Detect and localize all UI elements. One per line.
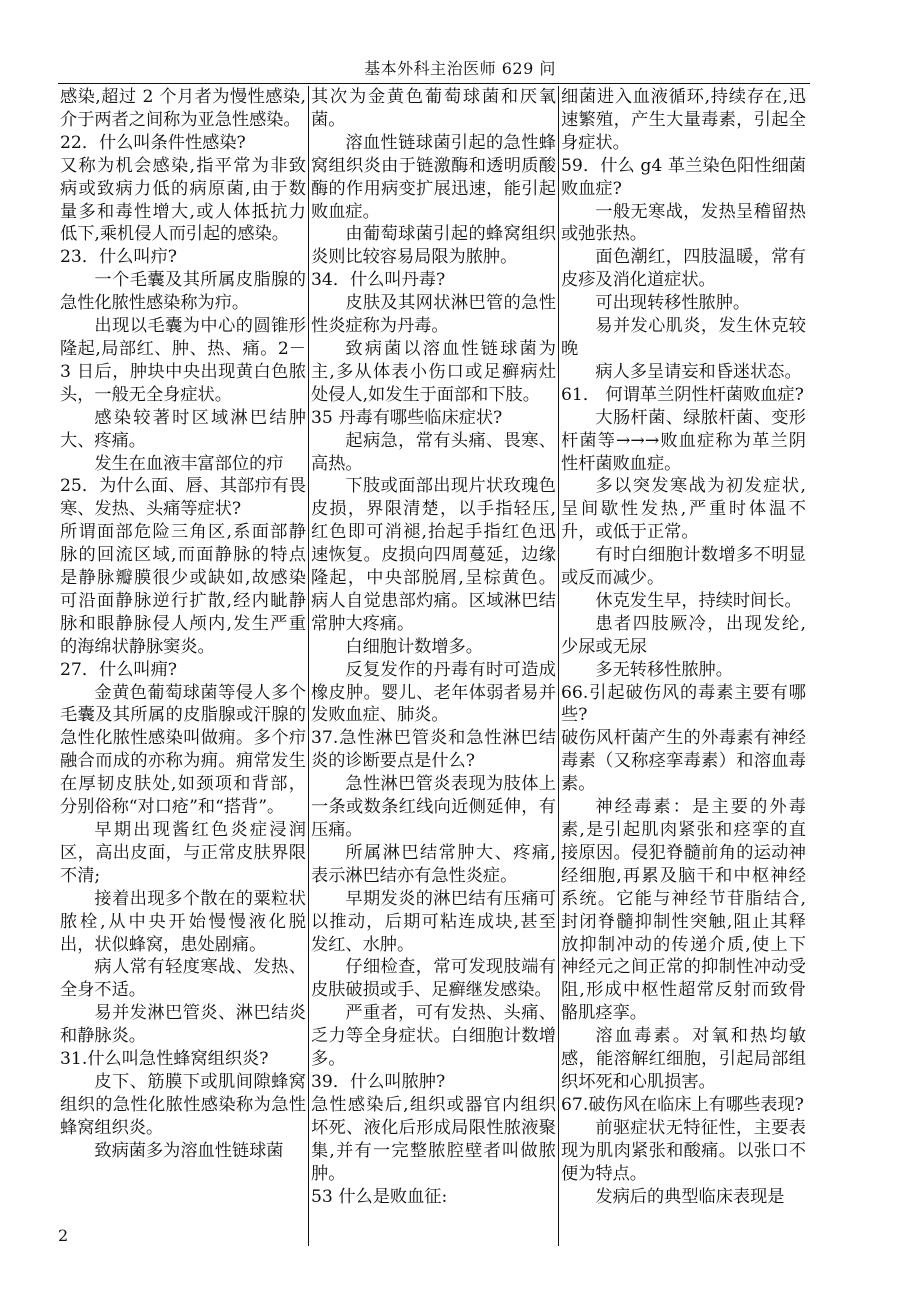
paragraph: 37.急性淋巴管炎和急性淋巴结炎的诊断要点是什么?	[311, 728, 556, 772]
paragraph: 31.什么叫急性蜂窝组织炎?	[60, 1049, 269, 1070]
column-left	[58, 86, 308, 1246]
paragraph: 所属淋巴结常肿大、疼痛,表示淋巴结亦有急性炎症。	[311, 842, 556, 886]
paragraph: 皮下、筋膜下或肌间隙蜂窝组织的急性化脓性感染称为急性蜂窝组织炎。	[60, 1071, 306, 1138]
paragraph: 53 什么是败血征:	[311, 1186, 448, 1207]
paragraph: 面色潮红，四肢温暖，常有皮疹及消化道症状。	[561, 247, 806, 291]
paragraph: 一般无寒战，发热呈稽留热或弛张热。	[561, 201, 806, 245]
paragraph: 早期出现酱红色炎症浸润区，高出皮面，与正常皮肤界限不清;	[60, 820, 306, 886]
paragraph: 溶血毒素。对氧和热均敏感，能溶解红细胞，引起局部组织坏死和心肌损害。	[561, 1026, 806, 1092]
paragraph: 27．什么叫痈?	[60, 659, 178, 680]
paragraph: 致病菌以溶血性链球菌为主,多从体表小伤口或足癣病灶处侵人,如发生于面部和下肢。	[311, 338, 556, 405]
paragraph: 出现以毛囊为中心的圆锥形隆起,局部红、肿、热、痛。2－3 日后，肿块中央出现黄白色脓头，一般无全身症状。	[60, 316, 306, 405]
column-middle	[308, 86, 558, 1246]
paragraph: 多以突发寒战为初发症状,呈间歇性发热,严重时体温不升，或低于正常。	[561, 476, 806, 543]
paragraph: 23．什么叫疖?	[60, 247, 178, 268]
paragraph: 35 丹毒有哪些临床症状?	[311, 407, 503, 428]
paragraph: 皮肤及其网状淋巴管的急性性炎症称为丹毒。	[311, 293, 556, 337]
paragraph: 细菌进入血液循环,持续存在,迅速繁殖，产生大量毒素，引起全身症状。	[561, 87, 806, 153]
paragraph: 66.引起破伤风的毒素主要有哪些?	[561, 682, 806, 726]
paragraph: 早期发炎的淋巴结有压痛可以推动，后期可粘连成块,甚至发红、水肿。	[311, 888, 556, 955]
paragraph: 可出现转移性脓肿。	[595, 293, 751, 314]
paragraph: 又称为机会感染,指平常为非致病或致病力低的病原菌,由于数量多和毒性增大,或人体抵抗力低下,乘机侵人而引起的感染。	[60, 155, 306, 245]
paragraph: 有时白细胞计数增多不明显或反而减少。	[561, 545, 806, 589]
page-title: 基本外科主治医师 629 问	[364, 59, 556, 78]
paragraph: 其次为金黄色葡萄球菌和厌氧菌。	[311, 87, 556, 130]
paragraph: 所谓面部危险三角区,系面部静脉的回流区域,而面静脉的特点是静脉瓣膜很少或缺如,故感染可沿面静脉逆行扩散,经内眦静脉和眼静脉侵人颅内,发生严重的海绵状静脉窦炎。	[60, 522, 306, 657]
paragraph: 由葡萄球菌引起的蜂窝组织炎则比较容易局限为脓肿。	[311, 224, 556, 268]
paragraph: 溶血性链球菌引起的急性蜂窝组织炎由于链激酶和透明质酸酶的作用病变扩展迅速，能引起败血症。	[311, 132, 556, 222]
paragraph: 发生在血液丰富部位的疖	[94, 453, 284, 474]
paragraph: 休克发生早，持续时间长。	[595, 590, 802, 611]
paragraph: 34．什么叫丹毒?	[311, 270, 446, 291]
paragraph: 感染,超过 2 个月者为慢性感染,介于两者之间称为亚急性感染。	[60, 87, 306, 130]
paragraph: 易并发心肌炎，发生休克较晚	[561, 316, 806, 359]
paragraph: 易并发淋巴管炎、淋巴结炎和静脉炎。	[60, 1003, 306, 1047]
paragraph: 破伤风杆菌产生的外毒素有神经毒素（又称痉挛毒素）和溶血毒素。	[561, 728, 806, 795]
paragraph: 病人多呈请妄和昏迷状态。	[595, 361, 802, 382]
paragraph: 患者四肢厥冷，出现发纶,少尿或无尿	[561, 613, 806, 657]
paragraph: 仔细检查，常可发现肢端有皮肤破损或手、足癣继发感染。	[311, 957, 556, 1001]
paragraph: 发病后的典型临床表现是	[595, 1186, 785, 1207]
paragraph: 急性淋巴管炎表现为肢体上一条或数条红线向近侧延伸，有压痛。	[311, 774, 556, 840]
header-rule	[58, 83, 810, 84]
paragraph: 急性感染后,组织或器官内组织坏死、液化后形成局限性脓液聚集,并有一完整脓腔壁者叫做脓肿。	[311, 1094, 556, 1184]
page-number: 2	[58, 1226, 69, 1245]
paragraph: 59．什么 g4 革兰染色阳性细菌败血症?	[561, 155, 806, 199]
paragraph: 一个毛囊及其所属皮脂腺的急性化脓性感染称为疖。	[60, 270, 306, 314]
paragraph: 多无转移性脓肿。	[595, 659, 733, 680]
paragraph: 金黄色葡萄球菌等侵人多个毛囊及其所属的皮脂腺或汗腺的急性化脓性感染叫做痈。多个疖融合而成的亦称为痈。痈常发生在厚韧皮肤处,如颈项和背部，分别俗称“对口疮”和“搭背”。	[60, 682, 306, 818]
paragraph: 22．什么叫条件性感染?	[60, 132, 246, 153]
paragraph: 反复发作的丹毒有时可造成橡皮肿。婴儿、老年体弱者易并发败血症、肺炎。	[311, 659, 556, 726]
paragraph: 67.破伤风在临床上有哪些表现?	[561, 1094, 804, 1115]
column-right	[558, 86, 808, 1246]
paragraph: 起病急，常有头痛、畏寒、高热。	[311, 430, 556, 474]
paragraph: 白细胞计数增多。	[345, 636, 483, 657]
paragraph: 感染较著时区域淋巴结肿大、疼痛。	[60, 407, 306, 451]
paragraph: 下肢或面部出现片状玫瑰色皮损，界限清楚，以手指轻压,红色即可消褪,抬起手指红色迅速恢复。皮损向四周蔓延，边缘隆起，中央部脱屑,呈棕黄色。病人自觉患部灼痛。区域淋巴结常肿大疼痛。	[311, 476, 556, 634]
paragraph: 严重者，可有发热、头痛、乏力等全身症状。白细胞计数增多。	[311, 1003, 556, 1070]
paragraph: 病人常有轻度寒战、发热、全身不适。	[60, 957, 306, 1001]
paragraph: 大肠杆菌、绿脓杆菌、变形杆菌等→→→败血症称为革兰阴性杆菌败血症。	[561, 407, 806, 474]
text-columns	[58, 86, 810, 1246]
paragraph: 前驱症状无特征性，主要表现为肌肉紧张和酸痛。以张口不便为特点。	[561, 1117, 806, 1184]
paragraph: 神经毒素：是主要的外毒素,是引起肌肉紧张和痉挛的直接原因。侵犯脊髓前角的运动神经细胞,再累及脑干和中枢神经系统。它能与神经节苷脂结合,封闭脊髓抑制性突触,阻止其释放抑制冲动的传递介质,使上下神经元之间正常的抑制性冲动受阻,形成中枢性超常反射而致骨骼肌痉挛。	[561, 797, 806, 1024]
paragraph: 25．为什么面、唇、其部疖有畏寒、发热、头痛等症状?	[60, 476, 306, 520]
paragraph: 61． 何谓革兰阴性杆菌败血症?	[561, 384, 804, 405]
paragraph: 接着出现多个散在的粟粒状脓栓,从中央开始慢慢液化脱出，状似蜂窝，患处剧痛。	[60, 888, 306, 955]
paragraph: 39．什么叫脓肿?	[311, 1071, 446, 1092]
paragraph: 致病菌多为溶血性链球菌	[94, 1140, 284, 1161]
